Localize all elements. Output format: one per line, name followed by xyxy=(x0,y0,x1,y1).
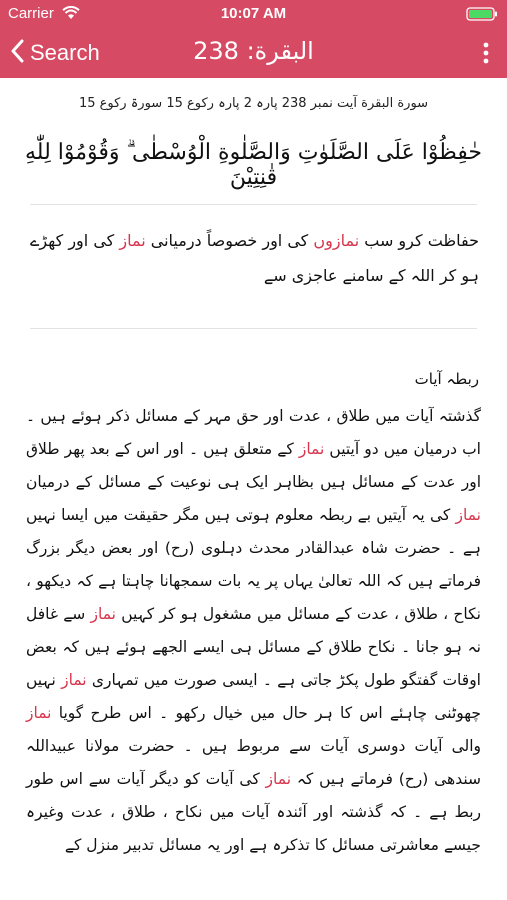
highlight-word: نماز xyxy=(90,605,116,623)
translation-segment: کی اور کھڑے ہو کر اللہ کے سامنے عاجزی سے xyxy=(30,231,479,285)
status-time: 10:07 AM xyxy=(220,5,287,22)
more-vertical-icon[interactable] xyxy=(483,42,489,64)
highlight-word: نماز xyxy=(298,440,325,458)
highlight-word: نماز xyxy=(26,704,52,722)
highlight-word: نماز xyxy=(119,231,146,250)
status-bar xyxy=(0,0,507,28)
tafseer-segment: سے غافل نہ ہو جانا ۔ نکاح طلاق کے مسائل ہی ایسے الجھے ہوئے ہیں کہ بعض اوقات گفتگو طول پکڑ جاتی ہے ۔ ایسی صورت میں تمہاری xyxy=(26,605,481,689)
tafseer-segment: نہیں چھوٹنی چاہئے اس کا ہر حال میں خیال رکھو ۔ اس طرح گویا xyxy=(26,671,481,722)
translation-segment: حفاظت کرو سب xyxy=(359,231,479,250)
highlight-word: نماز xyxy=(265,770,292,788)
arabic-verse: حٰفِظُوْا عَلَى الصَّلَوٰتِ وَالصَّلٰوةِ الْوُسْطٰى ۗ وَقُوْمُوْا لِلّٰهِ قٰنِتِيْنَ xyxy=(25,140,482,190)
back-button-label: Search xyxy=(30,40,100,65)
highlight-word: نماز xyxy=(61,671,87,689)
verse-content xyxy=(0,78,507,900)
tafseer-segment: کے متعلق ہیں ۔ اور اس کے بعد پھر طلاق اور عدت کے مسائل ہیں بظاہر ایک ہی نوعیت کے مسائل کے درمیان xyxy=(26,440,481,491)
tafseer-segment: کی آیات کو دیگر آیات سے اس طور ربط ہے ۔ کہ گذشتہ اور آئندہ آیات میں نکاح ، طلاق ، عدت وغیرہ جیسے معاشرتی مسائل کا تذکرہ ہے اور یہ مسائل تدبیر منزل کے xyxy=(26,770,481,854)
section-heading: ربطہ آیات xyxy=(414,370,479,388)
tafseer-segment: کی یہ آیتیں بے ربطہ معلوم ہوتی ہیں مگر حقیقت میں ایسا نہیں ہے ۔ حضرت شاہ عبدالقادر محدث دہلوی (رح) اور بعض دیگر بزرگ فرماتے ہیں کہ اللہ تعالیٰ یہاں پر یہ بات سمجھانا چاہتا ہے کہ دیکھو ، نکاح ، طلاق ، عدت کے مسائل میں مشغول ہو کر کہیں xyxy=(26,506,481,623)
nav-bar xyxy=(0,28,507,78)
tafseer-segment: والی آیات دوسری آیات سے مربوط ہیں ۔ حضرت مولانا عبیداللہ سندھی (رح) فرماتے ہیں کہ xyxy=(26,737,481,788)
tafseer-segment: گذشتہ آیات میں طلاق ، عدت اور حق مہر کے مسائل ذکر ہوئے ہیں ۔ اب درمیان میں دو آیتیں xyxy=(26,407,481,458)
page-title: البقرة: 238 xyxy=(193,37,314,65)
verse-reference: سورة البقرة آیت نمبر 238 پارہ 2 پارہ رکوع 15 سورۃ رکوع 15 xyxy=(78,96,429,111)
divider xyxy=(30,328,477,329)
translation-text xyxy=(28,223,479,293)
highlight-word: نمازوں xyxy=(313,231,360,250)
battery-icon xyxy=(459,7,499,21)
translation-segment: کی اور خصوصاً درمیانی xyxy=(145,231,314,250)
carrier-label: Carrier xyxy=(8,5,54,22)
highlight-word: نماز xyxy=(455,506,481,524)
tafseer-text xyxy=(26,400,481,862)
divider xyxy=(30,204,477,205)
